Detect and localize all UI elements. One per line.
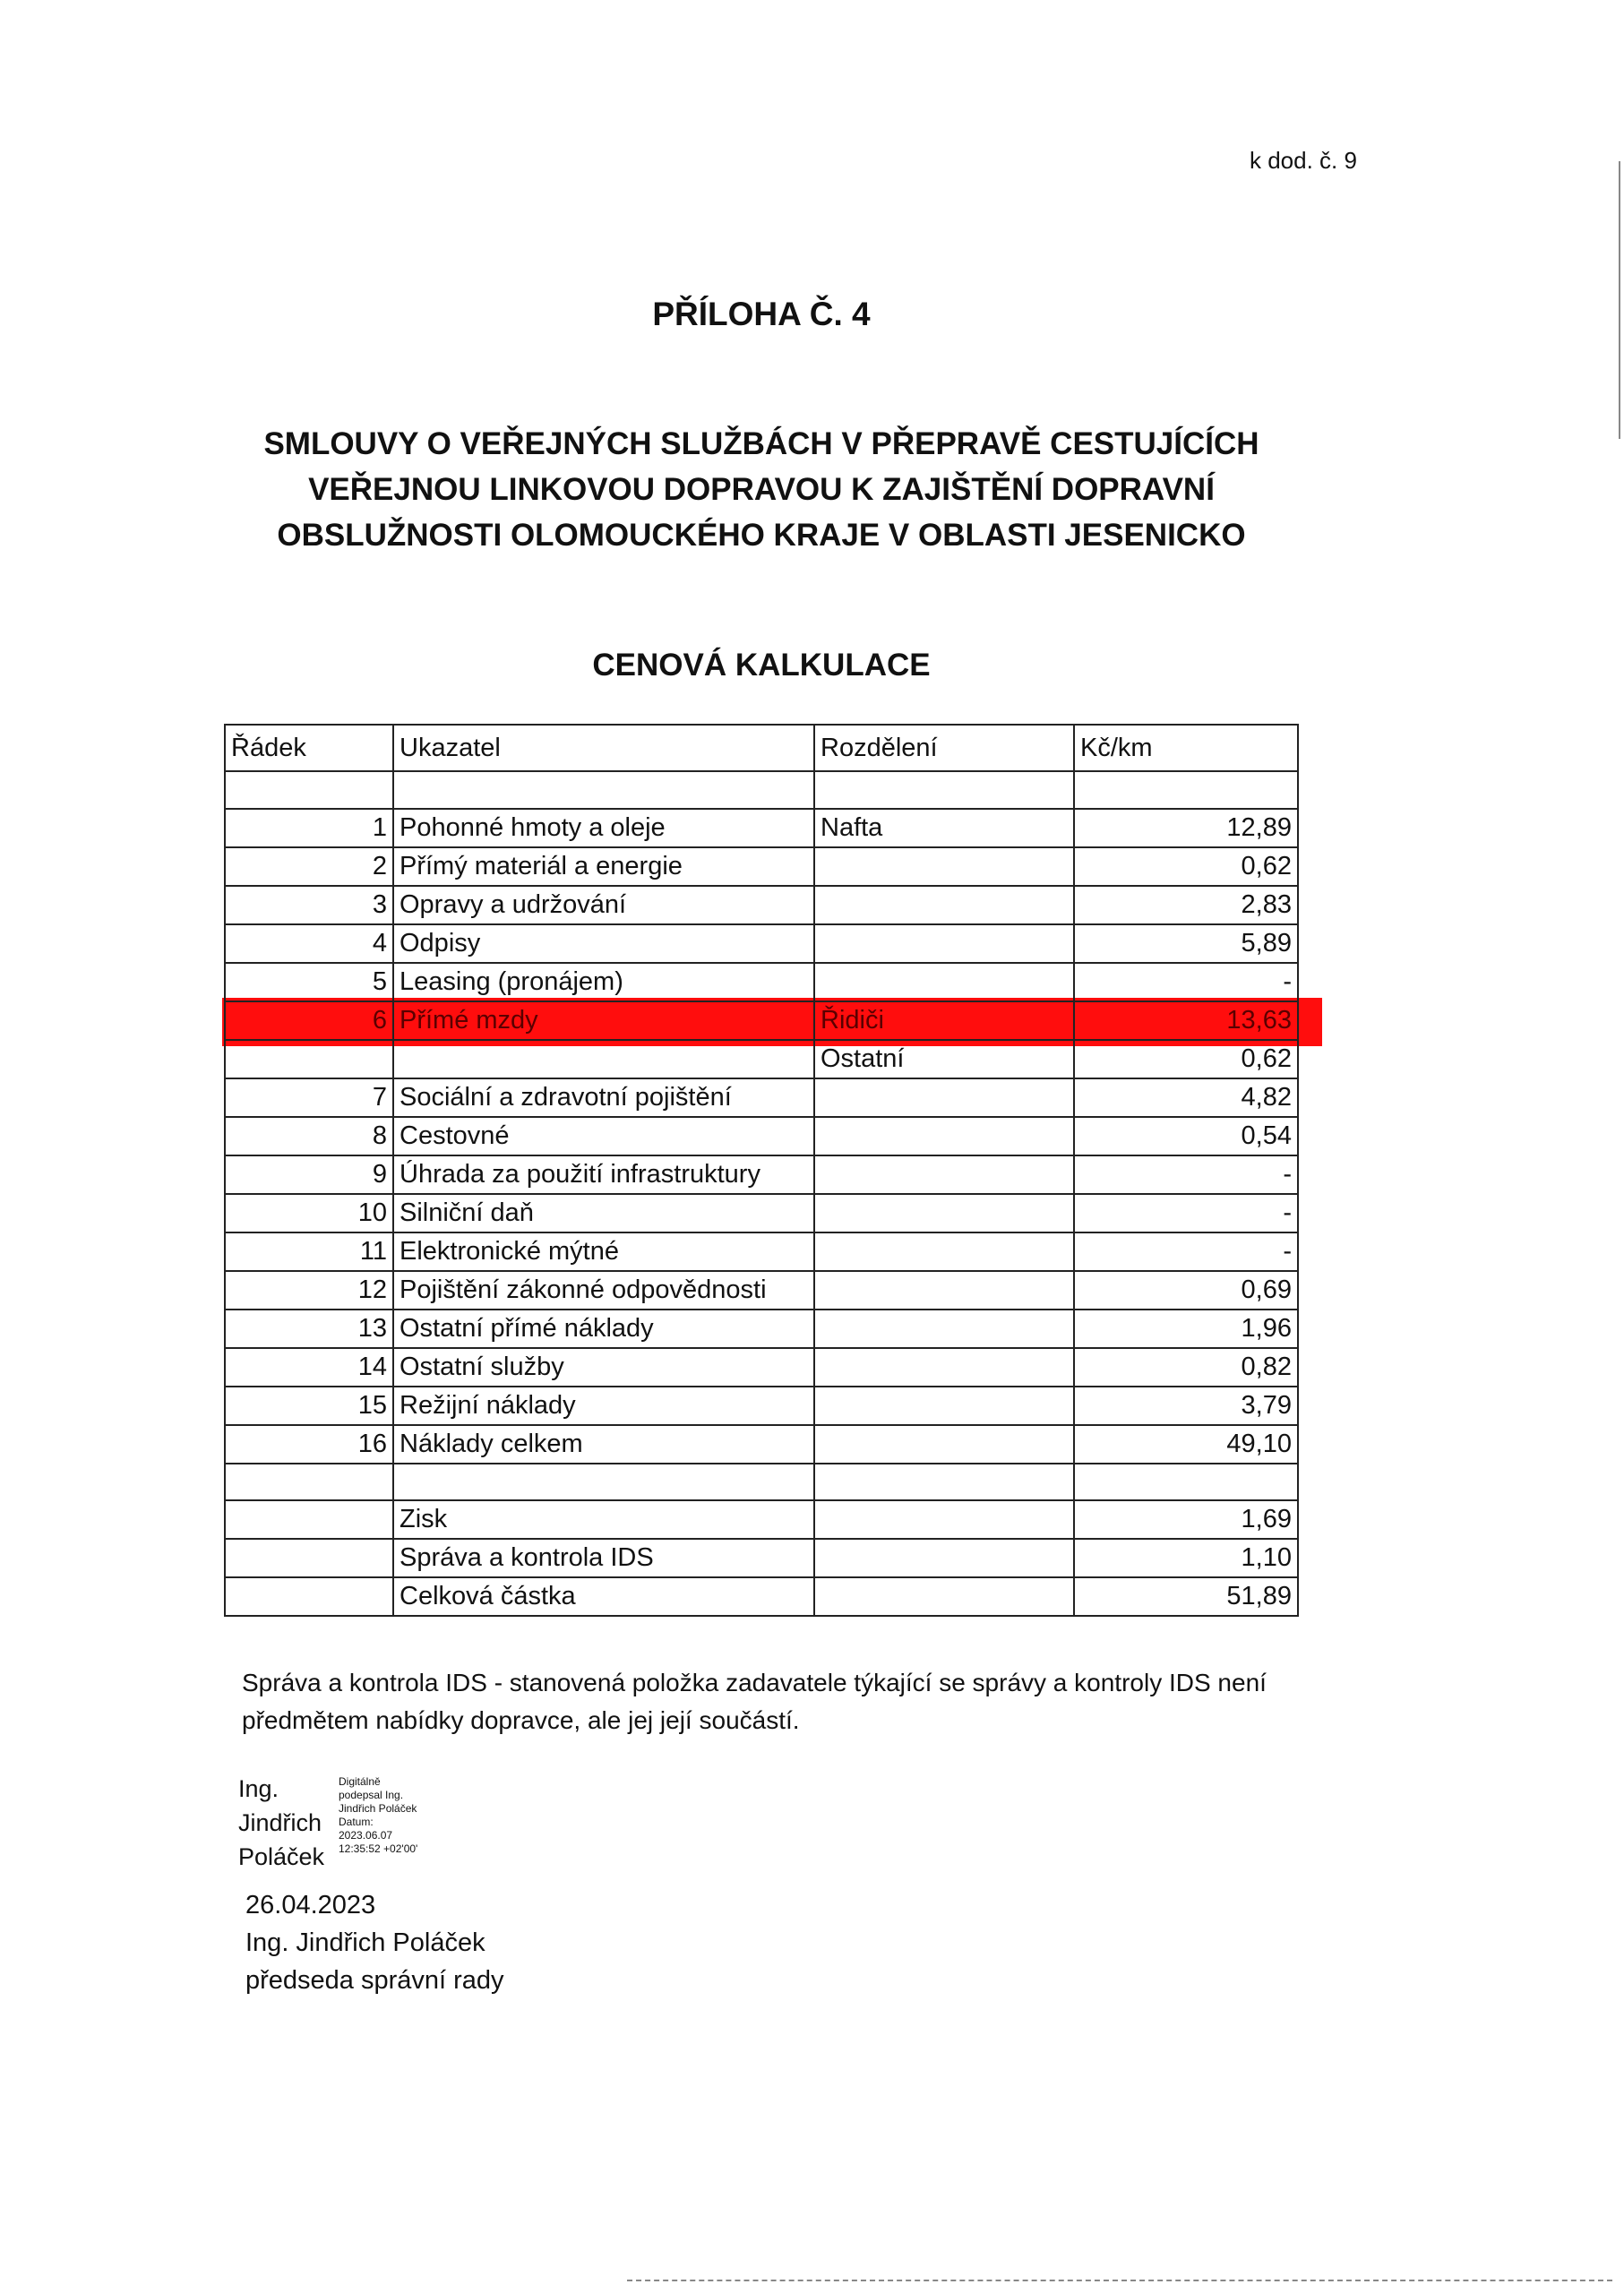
value-cell: 1,10 <box>1074 1539 1298 1577</box>
value-cell: 3,79 <box>1074 1387 1298 1425</box>
value-cell: 0,62 <box>1074 847 1298 886</box>
indicator-cell: Správa a kontrola IDS <box>393 1539 814 1577</box>
price-calculation-table <box>224 724 1299 1617</box>
table-row <box>225 809 1298 847</box>
signature-name <box>238 1772 324 1874</box>
row-number-cell: 2 <box>225 847 393 886</box>
split-cell <box>814 963 1074 1001</box>
indicator-cell: Silniční daň <box>393 1194 814 1232</box>
table-row <box>225 1117 1298 1155</box>
row-number-cell: 3 <box>225 886 393 924</box>
table-row <box>225 886 1298 924</box>
split-cell <box>814 1464 1074 1501</box>
row-number-cell: 9 <box>225 1155 393 1194</box>
value-cell: - <box>1074 1155 1298 1194</box>
table-row <box>225 1232 1298 1271</box>
sign-date: 26.04.2023 <box>245 1891 376 1919</box>
signature-name-line: Ing. <box>238 1775 279 1802</box>
row-number-cell: 4 <box>225 924 393 963</box>
table-header-row <box>225 725 1298 771</box>
indicator-cell: Leasing (pronájem) <box>393 963 814 1001</box>
row-number-cell: 16 <box>225 1425 393 1464</box>
split-cell <box>814 1155 1074 1194</box>
value-cell: 0,62 <box>1074 1040 1298 1078</box>
indicator-cell: Pojištění zákonné odpovědnosti <box>393 1271 814 1310</box>
split-cell <box>814 1078 1074 1117</box>
indicator-cell: Zisk <box>393 1500 814 1539</box>
indicator-cell: Náklady celkem <box>393 1425 814 1464</box>
indicator-cell: Odpisy <box>393 924 814 963</box>
value-cell <box>1074 1464 1298 1501</box>
signatory-block <box>245 1886 504 1999</box>
indicator-cell: Ostatní přímé náklady <box>393 1310 814 1348</box>
contract-title-line-1: SMLOUVY O VEŘEJNÝCH SLUŽBÁCH V PŘEPRAVĚ CESTUJÍCÍCH <box>263 426 1259 461</box>
row-number-cell: 14 <box>225 1348 393 1387</box>
table-row <box>225 1155 1298 1194</box>
table-row <box>225 1310 1298 1348</box>
table-row <box>225 847 1298 886</box>
table-row <box>225 1001 1298 1040</box>
value-cell: 0,54 <box>1074 1117 1298 1155</box>
row-number-cell: 6 <box>225 1001 393 1040</box>
signatory-role: předseda správní rady <box>245 1966 504 1995</box>
row-number-cell <box>225 1464 393 1501</box>
row-number-cell <box>225 1577 393 1616</box>
row-number-cell: 15 <box>225 1387 393 1425</box>
digital-signature-line: 2023.06.07 <box>339 1829 393 1842</box>
column-header-value: Kč/km <box>1074 725 1298 771</box>
indicator-cell: Režijní náklady <box>393 1387 814 1425</box>
contract-title-line-2: VEŘEJNOU LINKOVOU DOPRAVOU K ZAJIŠTĚNÍ DOPRAVNÍ <box>308 472 1215 507</box>
value-cell: 1,96 <box>1074 1310 1298 1348</box>
value-cell: - <box>1074 1194 1298 1232</box>
amendment-reference: k dod. č. 9 <box>1250 147 1357 174</box>
value-cell: 12,89 <box>1074 809 1298 847</box>
row-number-cell: 11 <box>225 1232 393 1271</box>
indicator-cell: Elektronické mýtné <box>393 1232 814 1271</box>
column-header-split: Rozdělení <box>814 725 1074 771</box>
split-cell <box>814 924 1074 963</box>
table-row <box>225 771 1298 809</box>
section-heading: CENOVÁ KALKULACE <box>592 648 931 683</box>
digital-signature-line: Digitálně <box>339 1775 381 1788</box>
indicator-cell: Ostatní služby <box>393 1348 814 1387</box>
contract-title <box>0 421 1523 558</box>
signatory-name: Ing. Jindřich Poláček <box>245 1928 485 1957</box>
split-cell: Řidiči <box>814 1001 1074 1040</box>
indicator-cell <box>393 1464 814 1501</box>
row-number-cell <box>225 1500 393 1539</box>
signature-name-line: Jindřich <box>238 1809 322 1836</box>
value-cell: 1,69 <box>1074 1500 1298 1539</box>
table-row <box>225 1348 1298 1387</box>
row-number-cell: 12 <box>225 1271 393 1310</box>
table-row <box>225 1387 1298 1425</box>
row-number-cell: 8 <box>225 1117 393 1155</box>
row-number-cell <box>225 1539 393 1577</box>
value-cell: 0,69 <box>1074 1271 1298 1310</box>
table-row <box>225 1040 1298 1078</box>
column-header-row-number: Řádek <box>225 725 393 771</box>
table-row <box>225 1271 1298 1310</box>
table-row <box>225 1194 1298 1232</box>
split-cell <box>814 1387 1074 1425</box>
value-cell: 2,83 <box>1074 886 1298 924</box>
split-cell <box>814 847 1074 886</box>
value-cell: 51,89 <box>1074 1577 1298 1616</box>
digital-signature-line: Jindřich Poláček <box>339 1802 417 1815</box>
indicator-cell <box>393 771 814 809</box>
table-row <box>225 1577 1298 1616</box>
contract-title-line-3: OBSLUŽNOSTI OLOMOUCKÉHO KRAJE V OBLASTI JESENICKO <box>277 518 1246 553</box>
scan-edge-line <box>1619 161 1620 439</box>
indicator-cell <box>393 1040 814 1078</box>
value-cell: - <box>1074 1232 1298 1271</box>
footnote: Správa a kontrola IDS - stanovená položka zadavatele týkající se správy a kontroly IDS není předmětem nabídky dopravce, ale jej její součástí. <box>242 1669 1267 1734</box>
row-number-cell: 1 <box>225 809 393 847</box>
indicator-cell: Přímý materiál a energie <box>393 847 814 886</box>
split-cell <box>814 771 1074 809</box>
split-cell <box>814 1539 1074 1577</box>
table-row <box>225 1539 1298 1577</box>
value-cell <box>1074 771 1298 809</box>
indicator-cell: Úhrada za použití infrastruktury <box>393 1155 814 1194</box>
row-number-cell: 10 <box>225 1194 393 1232</box>
value-cell: 4,82 <box>1074 1078 1298 1117</box>
split-cell <box>814 886 1074 924</box>
split-cell <box>814 1577 1074 1616</box>
split-cell <box>814 1500 1074 1539</box>
split-cell <box>814 1232 1074 1271</box>
value-cell: 0,82 <box>1074 1348 1298 1387</box>
split-cell <box>814 1348 1074 1387</box>
signature-name-line: Poláček <box>238 1843 325 1870</box>
row-number-cell: 13 <box>225 1310 393 1348</box>
split-cell: Nafta <box>814 809 1074 847</box>
value-cell: 5,89 <box>1074 924 1298 963</box>
row-number-cell <box>225 771 393 809</box>
column-header-indicator: Ukazatel <box>393 725 814 771</box>
scan-bottom-line <box>627 2280 1612 2281</box>
split-cell: Ostatní <box>814 1040 1074 1078</box>
row-number-cell: 7 <box>225 1078 393 1117</box>
indicator-cell: Cestovné <box>393 1117 814 1155</box>
value-cell: - <box>1074 963 1298 1001</box>
split-cell <box>814 1117 1074 1155</box>
table-row <box>225 1425 1298 1464</box>
indicator-cell: Přímé mzdy <box>393 1001 814 1040</box>
digital-signature-line: podepsal Ing. <box>339 1789 404 1801</box>
digital-signature-info <box>339 1775 417 1856</box>
digital-signature-line: 12:35:52 +02'00' <box>339 1842 418 1855</box>
indicator-cell: Pohonné hmoty a oleje <box>393 809 814 847</box>
digital-signature-line: Datum: <box>339 1816 374 1828</box>
table-row <box>225 963 1298 1001</box>
table-row <box>225 924 1298 963</box>
value-cell: 49,10 <box>1074 1425 1298 1464</box>
annex-heading: PŘÍLOHA Č. 4 <box>652 296 871 332</box>
indicator-cell: Celková částka <box>393 1577 814 1616</box>
split-cell <box>814 1310 1074 1348</box>
value-cell: 13,63 <box>1074 1001 1298 1040</box>
table-row <box>225 1464 1298 1501</box>
table-row <box>225 1078 1298 1117</box>
split-cell <box>814 1425 1074 1464</box>
indicator-cell: Sociální a zdravotní pojištění <box>393 1078 814 1117</box>
row-number-cell <box>225 1040 393 1078</box>
split-cell <box>814 1271 1074 1310</box>
table-row <box>225 1500 1298 1539</box>
indicator-cell: Opravy a udržování <box>393 886 814 924</box>
split-cell <box>814 1194 1074 1232</box>
row-number-cell: 5 <box>225 963 393 1001</box>
